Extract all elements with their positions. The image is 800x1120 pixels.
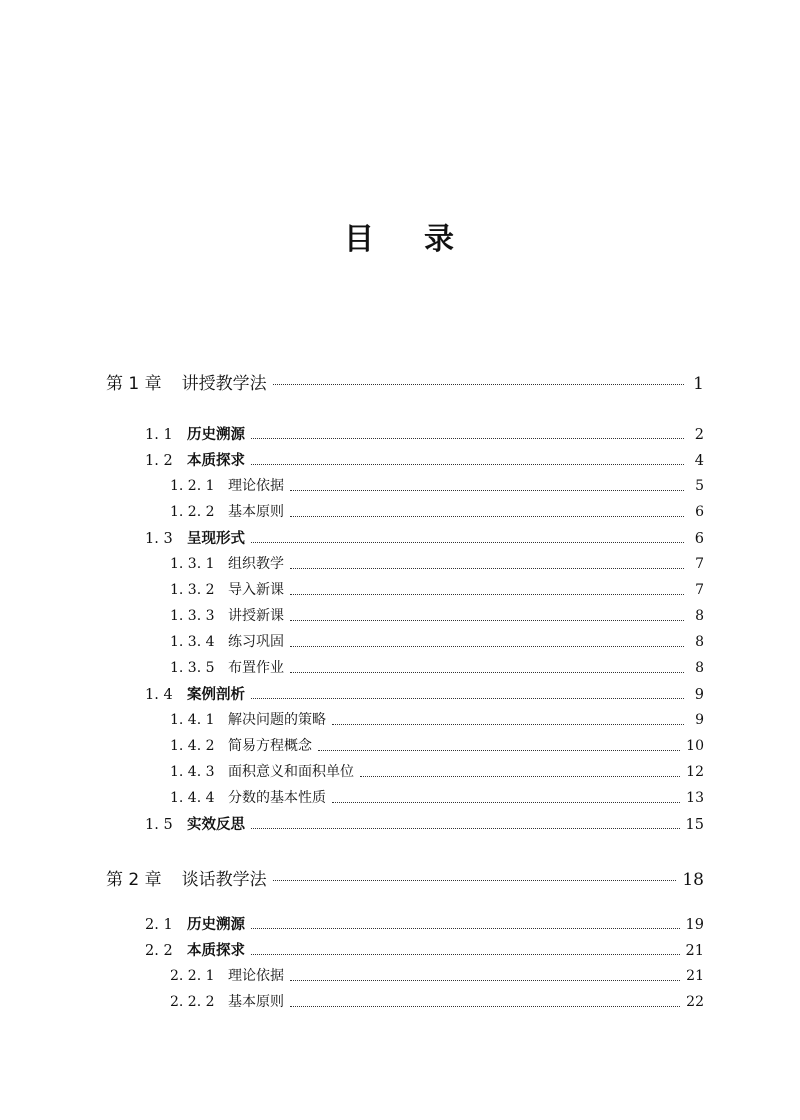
dot-leader [290,567,684,569]
toc-subsection-entry[interactable] [170,709,704,731]
toc-entry-label: 历史溯源 [187,917,245,933]
toc-subsection-entry[interactable] [170,787,704,809]
toc-entry-page-number: 22 [686,994,704,1010]
toc-entry-label: 练习巩固 [228,634,284,650]
toc-entry-label: 本质探求 [187,943,245,959]
toc-subsection-entry[interactable] [170,735,704,757]
toc-entry-page-number: 6 [694,531,704,547]
toc-entry-number: 1. 3 [145,531,173,547]
toc-entry-number: 1. 2. 2 [170,504,215,520]
dot-leader [251,953,680,955]
dot-leader [290,979,680,981]
dot-leader [360,775,680,777]
toc-entry-label: 讲授新课 [228,608,284,624]
toc-entry-label: 组织教学 [228,556,284,572]
toc-entry-page-number: 4 [694,453,704,469]
toc-entry-page-number: 21 [686,968,704,984]
dot-leader [273,383,684,385]
toc-subsection-entry[interactable] [170,965,704,987]
toc-subsection-entry[interactable] [170,991,704,1013]
toc-section-entry[interactable] [145,683,704,705]
toc-entry-page-number: 10 [686,738,704,754]
toc-entry-page-number: 7 [695,582,704,598]
toc-entry-page-number: 19 [685,917,704,933]
title-part-2: 录 [424,222,456,257]
dot-leader [251,827,680,829]
toc-entry-label: 理论依据 [228,968,284,984]
toc-section-entry[interactable] [145,813,704,835]
dot-leader [290,671,684,673]
toc-entry-label: 基本原则 [228,994,284,1010]
toc-entry-page-number: 12 [686,764,704,780]
toc-entry-label: 布置作业 [228,660,284,676]
dot-leader [273,879,677,881]
toc-entry-page-number: 18 [682,870,704,890]
toc-entry-label: 基本原则 [228,504,284,520]
toc-entry-number: 第 2 章 [106,870,162,890]
toc-entry-number: 1. 4. 2 [170,738,215,754]
toc-subsection-entry[interactable] [170,475,704,497]
toc-entry-number: 2. 2 [145,943,173,959]
title-part-1: 目 [344,222,376,257]
toc-entry-number: 2. 1 [145,917,173,933]
dot-leader [251,927,680,929]
toc-entry-label: 本质探求 [187,453,245,469]
toc-entry-label: 面积意义和面积单位 [228,764,354,780]
dot-leader [290,645,684,647]
toc-entry-page-number: 8 [695,634,704,650]
dot-leader [290,619,684,621]
toc-section-entry[interactable] [145,913,704,935]
toc-entry-number: 1. 3. 3 [170,608,215,624]
toc-entry-page-number: 9 [694,687,704,703]
toc-entry-label: 呈现形式 [187,531,245,547]
toc-entry-number: 第 1 章 [106,374,162,394]
toc-entry-label: 理论依据 [228,478,284,494]
toc-subsection-entry[interactable] [170,657,704,679]
toc-entry-number: 2. 2. 2 [170,994,215,1010]
toc-entry-number: 1. 4. 4 [170,790,215,806]
toc-entry-number: 1. 2. 1 [170,478,215,494]
toc-subsection-entry[interactable] [170,605,704,627]
toc-entry-number: 1. 3. 4 [170,634,215,650]
toc-entry-page-number: 8 [695,660,704,676]
toc-entry-number: 1. 5 [145,817,173,833]
dot-leader [290,489,684,491]
page-title [0,214,800,258]
toc-entry-page-number: 1 [693,374,704,394]
toc-entry-label: 实效反思 [187,817,245,833]
toc-subsection-entry[interactable] [170,631,704,653]
toc-chapter-entry[interactable] [106,369,704,394]
dot-leader [290,593,684,595]
toc-entry-page-number: 21 [685,943,704,959]
dot-leader [251,437,684,439]
toc-entry-number: 1. 3. 1 [170,556,215,572]
toc-entry-page-number: 6 [695,504,704,520]
dot-leader [332,801,680,803]
toc-entry-number: 1. 4 [145,687,173,703]
toc-subsection-entry[interactable] [170,501,704,523]
toc-entry-number: 2. 2. 1 [170,968,215,984]
toc-entry-number: 1. 4. 1 [170,712,215,728]
toc-entry-label: 分数的基本性质 [228,790,326,806]
toc-subsection-entry[interactable] [170,553,704,575]
toc-chapter-entry[interactable] [106,865,704,890]
toc-entry-label: 讲授教学法 [181,374,267,394]
toc-entry-page-number: 8 [695,608,704,624]
dot-leader [251,541,684,543]
dot-leader [332,723,684,725]
toc-subsection-entry[interactable] [170,579,704,601]
dot-leader [290,1005,680,1007]
toc-entry-label: 导入新课 [228,582,284,598]
toc-entry-number: 1. 3. 5 [170,660,215,676]
dot-leader [318,749,680,751]
toc-entry-page-number: 7 [695,556,704,572]
toc-entry-page-number: 9 [695,712,704,728]
toc-entry-page-number: 15 [685,817,704,833]
toc-section-entry[interactable] [145,449,704,471]
toc-entry-label: 案例剖析 [187,687,245,703]
dot-leader [290,515,684,517]
toc-entry-page-number: 5 [695,478,704,494]
toc-entry-label: 谈话教学法 [181,870,267,890]
toc-entry-page-number: 13 [686,790,704,806]
dot-leader [251,697,684,699]
toc-section-entry[interactable] [145,423,704,445]
toc-entry-page-number: 2 [694,427,704,443]
toc-section-entry[interactable] [145,527,704,549]
toc-entry-label: 解决问题的策略 [228,712,326,728]
dot-leader [251,463,684,465]
toc-section-entry[interactable] [145,939,704,961]
toc-subsection-entry[interactable] [170,761,704,783]
toc-entry-number: 1. 1 [145,427,173,443]
toc-entry-number: 1. 2 [145,453,173,469]
toc-entry-number: 1. 3. 2 [170,582,215,598]
toc-entry-label: 历史溯源 [187,427,245,443]
toc-entry-number: 1. 4. 3 [170,764,215,780]
toc-entry-label: 简易方程概念 [228,738,312,754]
